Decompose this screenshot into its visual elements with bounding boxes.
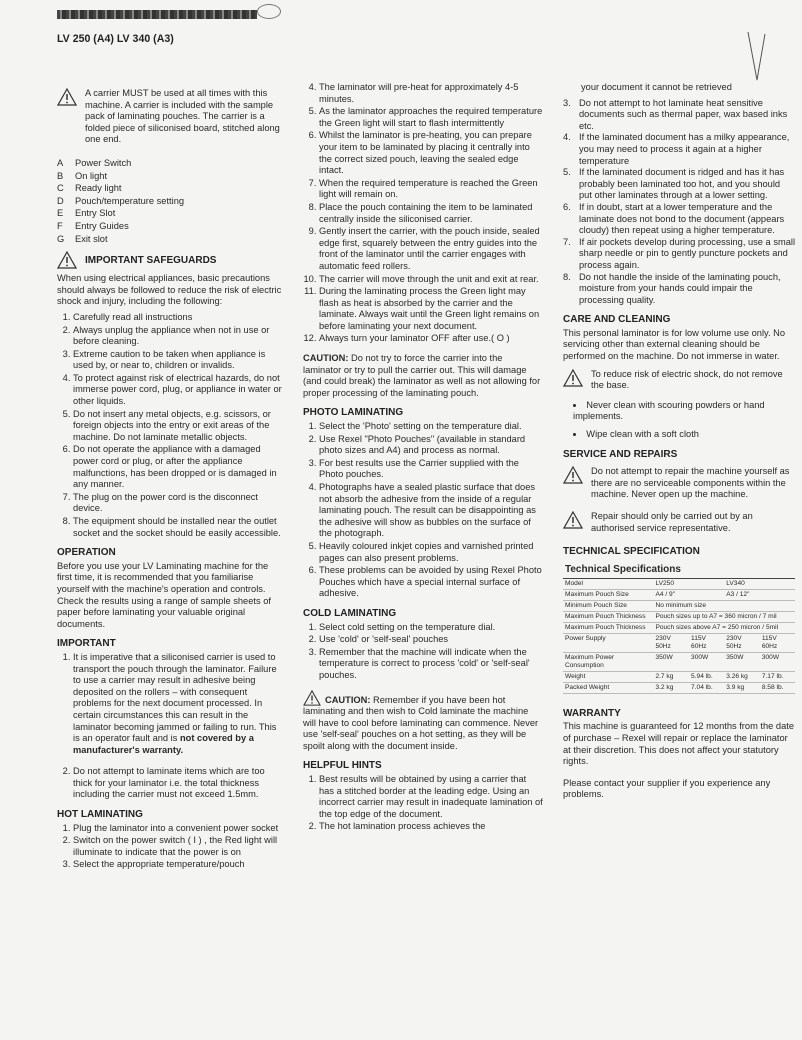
list-item: 3. Select the appropriate temperature/pouch (73, 859, 283, 871)
tech-title: TECHNICAL SPECIFICATION (563, 546, 700, 558)
header-logo-oval (257, 4, 281, 19)
list-item: E Entry Slot (57, 208, 116, 219)
table-row: Power Supply 230V 50Hz 115V 60Hz 230V 50Hz 115V 60Hz (563, 633, 795, 652)
list-item: 2. Use 'cold' or 'self-seal' pouches (319, 634, 543, 646)
list-item: 4. Photographs have a sealed plastic surface that does not absorb the adhesive from the inside of a regular laminating pouch. The result can be disappointing as the adhesive will show as bubbles on the surface of the photograph. (319, 482, 543, 540)
list-item: 1. Select cold setting on the temperature dial. (319, 622, 543, 634)
hot-steps-continued (303, 82, 543, 345)
list-item: 5. If the laminated document is ridged and has it has probably been laminated too hot, and you should put other laminates through at a lower setting. (563, 167, 785, 201)
list-item: 2. Always unplug the appliance when not in use or before cleaning. (73, 325, 283, 348)
operation-title: OPERATION (57, 547, 116, 559)
cold-title: COLD LAMINATING (303, 607, 397, 619)
table-row: Packed Weight 3.2 kg 7.04 lb. 3.9 kg 8.58 lb. (563, 682, 795, 693)
carrier-note: A carrier MUST be used at all times with this machine. A carrier is included with the sample pack of laminating pouches. The carrier is a folded piece of siliconised board, stitched along one end. (85, 88, 280, 145)
list-item: 5. As the laminator approaches the required temperature the Green light will start to flash intermittently (319, 106, 543, 129)
hints-title: HELPFUL HINTS (303, 760, 382, 772)
service-warning-1: Do not attempt to repair the machine yourself as there are no serviceable components within the machine. Never open up the machine. (563, 466, 795, 505)
warning-icon (57, 88, 77, 106)
list-item: D Pouch/temperature setting (57, 195, 185, 206)
carrier-warning (57, 88, 283, 150)
cold-caution: CAUTION: Remember if you have been hot laminating and then wish to Cold laminate the machine will have to cool before laminating can commence. Never use 'self-seal' pouches on a hot setting, as they will be spoilt along with the document inside. (303, 690, 543, 753)
table-row: Minimum Pouch Size No minimum size (563, 600, 795, 611)
list-item: F Entry Guides (57, 220, 129, 231)
list-item: 3. Do not attempt to hot laminate heat sensitive documents such as thermal paper, wax based inks etc. (563, 97, 788, 131)
list-item: 2. Use Rexel "Photo Pouches" (available in standard photo sizes and A4) and process as normal. (319, 434, 543, 457)
care-bullets (563, 400, 795, 441)
warranty-text: This machine is guaranteed for 12 months from the date of purchase – Rexel will repair or replace the laminator at their discretion. This does not affect your statutory rights. (563, 721, 794, 767)
list-item: 4. The laminator will pre-heat for approximately 4-5 minutes. (319, 82, 543, 105)
list-item: 8. The equipment should be installed near the outlet socket and the socket should be easily accessible. (73, 516, 283, 539)
photo-title: PHOTO LAMINATING (303, 407, 404, 419)
warning-icon (563, 511, 583, 529)
list-item: C Ready light (57, 183, 122, 194)
list-item: 6. These problems can be avoided by using Rexel Photo Pouches which have a special internal surface of adhesive. (319, 565, 543, 600)
list-item: B On light (57, 170, 108, 181)
important-list (57, 652, 283, 801)
list-item: 5. Heavily coloured inkjet copies and varnished printed pages can also present problems. (319, 541, 543, 564)
hints-list (303, 774, 543, 833)
care-warning: To reduce risk of electric shock, do not remove the base. (563, 369, 795, 396)
list-item: 2. The hot lamination process achieves the (319, 821, 543, 833)
header-bar (57, 10, 257, 19)
warning-icon (57, 251, 77, 269)
hot-steps (57, 823, 283, 871)
cold-steps (303, 622, 543, 682)
list-item: 12. Always turn your laminator OFF after use.( O ) (319, 333, 543, 345)
spec-table-title: Technical Specifications (563, 562, 795, 579)
list-item: 2. Switch on the power switch ( I ) , the Red light will illuminate to indicate that the power is on (73, 835, 283, 858)
list-item: 7. When the required temperature is reached the Green light will remain on. (319, 178, 543, 201)
list-item: 4. To protect against risk of electrical hazards, do not immerse power cord, plug, or appliance in water or other liquids. (73, 373, 283, 408)
column-1 (57, 82, 283, 875)
list-item: G Exit slot (57, 233, 108, 244)
page-title: LV 250 (A4) LV 340 (A3) (57, 33, 174, 45)
caution-paragraph: CAUTION: Do not try to force the carrier into the laminator or try to pull the carrier out. This will damage (and could break) the laminator as well as not allowing for proper processing of the laminating pouch. (303, 353, 541, 398)
list-item: 6. If in doubt, start at a lower temperature and the laminate does not bond to the document (appears cloudy) then repeat using a higher temperature. (563, 201, 785, 236)
parts-list (57, 158, 283, 245)
list-item: 4. If the laminated document has a milky appearance, you may need to process it again at a higher temperature (563, 132, 790, 166)
list-item: 3. For best results use the Carrier supplied with the Photo pouches. (319, 458, 543, 481)
list-item: 1. Select the 'Photo' setting on the temperature dial. (319, 421, 543, 433)
list-item: • Never clean with scouring powders or hand implements. (573, 400, 795, 423)
safeguards-intro: When using electrical appliances, basic precautions should always be followed to reduce the risk of electric shock and injury, including the following: (57, 273, 282, 307)
photo-steps (303, 421, 543, 600)
list-item: 1. Best results will be obtained by using a carrier that has a stitched border at the leading edge. Using an incorrect carrier may result in inadequate lamination of the top edge of the document. (319, 774, 543, 820)
table-row: Weight 2.7 kg 5.94 lb. 3.26 kg 7.17 lb. (563, 671, 795, 682)
important-title: IMPORTANT (57, 638, 116, 650)
warning-icon (303, 690, 321, 706)
list-item: 11. During the laminating process the Green light may flash as heat is absorbed by the carrier and the laminate. Always wait until the Green light remains on before laminating your next document. (319, 286, 543, 332)
list-item: 1. Carefully read all instructions (73, 312, 283, 324)
list-item: • Wipe clean with a soft cloth (573, 429, 795, 441)
service-title: SERVICE AND REPAIRS (563, 448, 678, 460)
list-item: A Power Switch (57, 157, 132, 168)
hints-continued (563, 98, 795, 307)
list-item: 6. Whilst the laminator is pre-heating, you can prepare your item to be laminated by placing it centrally into the correct sized pouch, leaving the sealed edge intact. (319, 130, 543, 176)
list-item: 1. It is imperative that a siliconised carrier is used to transport the pouch through the laminator. Failure to use a carrier may result in adhesive being deposited on the rollers – with consequent problems for the next document processed. In certain circumstances this can result in the laminator becoming jammed or failing to run. This is an operator fault and is not covered by a manufacturer's warranty. (73, 652, 283, 756)
table-row: Model LV250 LV340 (563, 578, 795, 589)
list-item: 10. The carrier will move through the unit and exit at rear. (319, 274, 543, 286)
list-item: 7. The plug on the power cord is the disconnect device. (73, 492, 283, 515)
list-item: 1. Plug the laminator into a convenient power socket (73, 823, 283, 835)
column-2 (303, 82, 543, 837)
contact-text: Please contact your supplier if you experience any problems. (563, 777, 771, 800)
table-row: Maximum Power Consumption 350W 300W 350W 300W (563, 652, 795, 671)
column-3 (563, 82, 795, 805)
list-item: 6. Do not operate the appliance with a damaged power cord or plug, or after the appliance malfunctions, has been dropped or is damaged in any manner. (73, 444, 283, 490)
list-item: 9. Gently insert the carrier, with the pouch inside, sealed edge first, squarely between the entry guides into the front of the laminator until the carrier engages with automatic feed rollers. (319, 226, 543, 272)
safeguards-list (57, 312, 283, 539)
operation-text: Before you use your LV Laminating machine for the first time, it is recommended that you familiarise yourself with the machine's operation and controls. Check the results using a range of sample sheets of paper before laminating your valuable original documents. (57, 560, 271, 629)
service-warning-2: Repair should only be carried out by an authorised service representative. (563, 511, 795, 538)
care-title: CARE AND CLEANING (563, 314, 671, 326)
corner-mark (745, 30, 767, 85)
hint-continued: your document it cannot be retrieved (581, 82, 732, 92)
spec-table (563, 562, 795, 694)
list-item: 8. Do not handle the inside of the laminating pouch, moisture from your hands could impair the processing quality. (563, 271, 781, 305)
list-item: 3. Extreme caution to be taken when appliance is used by, or near to, children or invalids. (73, 349, 283, 372)
list-item: 3. Remember that the machine will indicate when the temperature is correct to process 'cold' or 'self-seal' pouches. (319, 647, 543, 682)
list-item: 5. Do not insert any metal objects, e.g. scissors, or foreign objects into the entry or exit areas of the machine. Do not laminate metallic objects. (73, 409, 283, 444)
table-row: Maximum Pouch Thickness Pouch sizes above A7 = 250 micron / 5mil (563, 622, 795, 633)
warning-icon (563, 466, 583, 484)
list-item: 8. Place the pouch containing the item to be laminated centrally inside the siliconised carrier. (319, 202, 543, 225)
safeguards-heading (57, 251, 283, 269)
safeguards-title: IMPORTANT SAFEGUARDS (85, 255, 217, 267)
care-text: This personal laminator is for low volume use only. No servicing other than external cleaning should be performed on the machine. Do not immerse in water. (563, 327, 786, 362)
list-item: 7. If air pockets develop during processing, use a small sharp needle or pin to gently puncture pockets and process again. (563, 236, 795, 270)
table-row: Maximum Pouch Thickness Pouch sizes up to A7 = 360 micron / 7 mil (563, 611, 795, 622)
warranty-title: WARRANTY (563, 707, 621, 719)
warning-icon (563, 369, 583, 387)
list-item: 2. Do not attempt to laminate items which are too thick for your laminator i.e. the total thickness including the carrier must not exceed 1.5mm. (73, 766, 283, 801)
table-row: Maximum Pouch Size A4 / 9" A3 / 12" (563, 589, 795, 600)
hot-title: HOT LAMINATING (57, 809, 143, 821)
